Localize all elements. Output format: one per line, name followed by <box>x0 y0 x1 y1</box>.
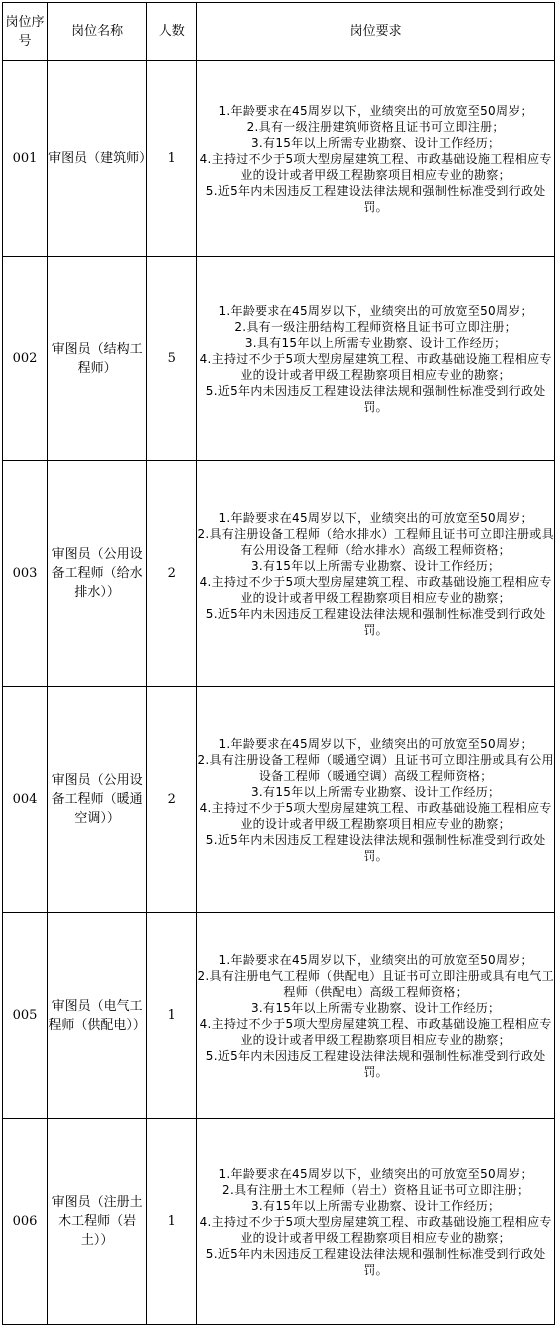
requirement-item: 3.具有15年以上所需专业勘察、设计工作经历； <box>244 335 507 350</box>
row-headcount: 1 <box>147 61 197 257</box>
row-headcount: 5 <box>147 257 197 461</box>
requirement-item: 2.具有一级注册建筑师资格且证书可立即注册； <box>246 119 505 134</box>
requirement-item: 2.具有注册设备工程师（暖通空调）且证书可立即注册或具有公用设备工程师（暖通空调）高级工程师资格； <box>197 752 554 783</box>
row-position-name: 审图员（电气工程师（供配电）） <box>48 913 147 1119</box>
table-row <box>3 913 555 1119</box>
requirement-item: 2.具有一级注册结构工程师资格且证书可立即注册； <box>234 319 517 334</box>
row-position-name: 审图员（注册土木工程师（岩土）） <box>48 1119 147 1325</box>
requirement-item: 2.具有注册设备工程师（给水排水）工程师且证书可立即注册或具有公用设备工程师（给水排水）高级工程师资格； <box>197 526 554 557</box>
row-requirements <box>197 913 555 1119</box>
requirement-item: 1.年龄要求在45周岁以下，业绩突出的可放宽至50周岁； <box>218 1166 533 1181</box>
requirement-item: 3.有15年以上所需专业勘察、设计工作经历； <box>251 1000 501 1015</box>
requirement-item: 4.主持过不少于5项大型房屋建筑工程、市政基础设施工程相应专业的设计或者甲级工程勘察项目相应专业的勘察； <box>199 574 552 605</box>
requirement-item: 5.近5年内未因违反工程建设法律法规和强制性标准受到行政处罚。 <box>205 183 546 214</box>
requirement-item: 1.年龄要求在45周岁以下，业绩突出的可放宽至50周岁； <box>218 510 533 525</box>
table-row <box>3 687 555 913</box>
requirement-item: 4.主持过不少于5项大型房屋建筑工程、市政基础设施工程相应专业的设计或者甲级工程勘察项目相应专业的勘察； <box>199 1016 552 1047</box>
requirement-item: 5.近5年内未因违反工程建设法律法规和强制性标准受到行政处罚。 <box>205 832 546 863</box>
requirement-item: 3.有15年以上所需专业勘察、设计工作经历； <box>251 1198 501 1213</box>
header-name: 岗位名称 <box>48 3 147 61</box>
row-requirements <box>197 1119 555 1325</box>
requirement-item: 5.近5年内未因违反工程建设法律法规和强制性标准受到行政处罚。 <box>205 1048 546 1079</box>
header-requirements: 岗位要求 <box>197 3 555 61</box>
table-row <box>3 1119 555 1325</box>
table-row <box>3 257 555 461</box>
row-headcount: 1 <box>147 1119 197 1325</box>
requirement-item: 1.年龄要求在45周岁以下，业绩突出的可放宽至50周岁； <box>218 736 533 751</box>
row-headcount: 1 <box>147 913 197 1119</box>
requirement-item: 4.主持过不少于5项大型房屋建筑工程、市政基础设施工程相应专业的设计或者甲级工程勘察项目相应专业的勘察； <box>199 800 552 831</box>
requirement-item: 5.近5年内未因违反工程建设法律法规和强制性标准受到行政处罚。 <box>205 1246 546 1277</box>
row-seq: 001 <box>3 61 48 257</box>
requirement-item: 2.具有注册电气工程师（供配电）且证书可立即注册或具有电气工程师（供配电）高级工程师资格； <box>197 968 554 999</box>
table-row <box>3 461 555 687</box>
row-position-name: 审图员（公用设备工程师（暖通空调）） <box>48 687 147 913</box>
header-count: 人数 <box>147 3 197 61</box>
requirement-item: 1.年龄要求在45周岁以下，业绩突出的可放宽至50周岁； <box>218 303 533 318</box>
requirement-item: 3.有15年以上所需专业勘察、设计工作经历； <box>251 558 501 573</box>
table-header-row <box>3 3 555 61</box>
requirement-item: 4.主持过不少于5项大型房屋建筑工程、市政基础设施工程相应专业的设计或者甲级工程勘察项目相应专业的勘察； <box>199 151 552 182</box>
row-seq: 005 <box>3 913 48 1119</box>
row-seq: 002 <box>3 257 48 461</box>
row-position-name: 审图员（建筑师） <box>48 61 147 257</box>
row-seq: 004 <box>3 687 48 913</box>
requirement-item: 5.近5年内未因违反工程建设法律法规和强制性标准受到行政处罚。 <box>205 606 546 637</box>
row-position-name: 审图员（公用设备工程师（给水排水）） <box>48 461 147 687</box>
requirement-item: 1.年龄要求在45周岁以下，业绩突出的可放宽至50周岁； <box>218 103 533 118</box>
row-seq: 006 <box>3 1119 48 1325</box>
requirement-item: 1.年龄要求在45周岁以下，业绩突出的可放宽至50周岁； <box>218 952 533 967</box>
row-requirements <box>197 257 555 461</box>
header-seq: 岗位序号 <box>3 3 48 61</box>
requirement-item: 4.主持过不少于5项大型房屋建筑工程、市政基础设施工程相应专业的设计或者甲级工程勘察项目相应专业的勘察； <box>199 1214 552 1245</box>
requirement-item: 3.有15年以上所需专业勘察、设计工作经历； <box>251 784 501 799</box>
requirement-item: 4.主持过不少于5项大型房屋建筑工程、市政基础设施工程相应专业的设计或者甲级工程勘察项目相应专业的勘察； <box>199 351 552 382</box>
row-seq: 003 <box>3 461 48 687</box>
table-row <box>3 61 555 257</box>
requirement-item: 5.近5年内未因违反工程建设法律法规和强制性标准受到行政处罚。 <box>205 383 546 414</box>
requirement-item: 3.有15年以上所需专业勘察、设计工作经历； <box>251 135 501 150</box>
row-headcount: 2 <box>147 687 197 913</box>
row-headcount: 2 <box>147 461 197 687</box>
requirement-item: 2.具有注册土木工程师（岩土）资格且证书可立即注册； <box>222 1182 530 1197</box>
row-position-name: 审图员（结构工程师） <box>48 257 147 461</box>
row-requirements <box>197 61 555 257</box>
row-requirements <box>197 461 555 687</box>
job-requirements-table <box>2 2 555 1325</box>
row-requirements <box>197 687 555 913</box>
